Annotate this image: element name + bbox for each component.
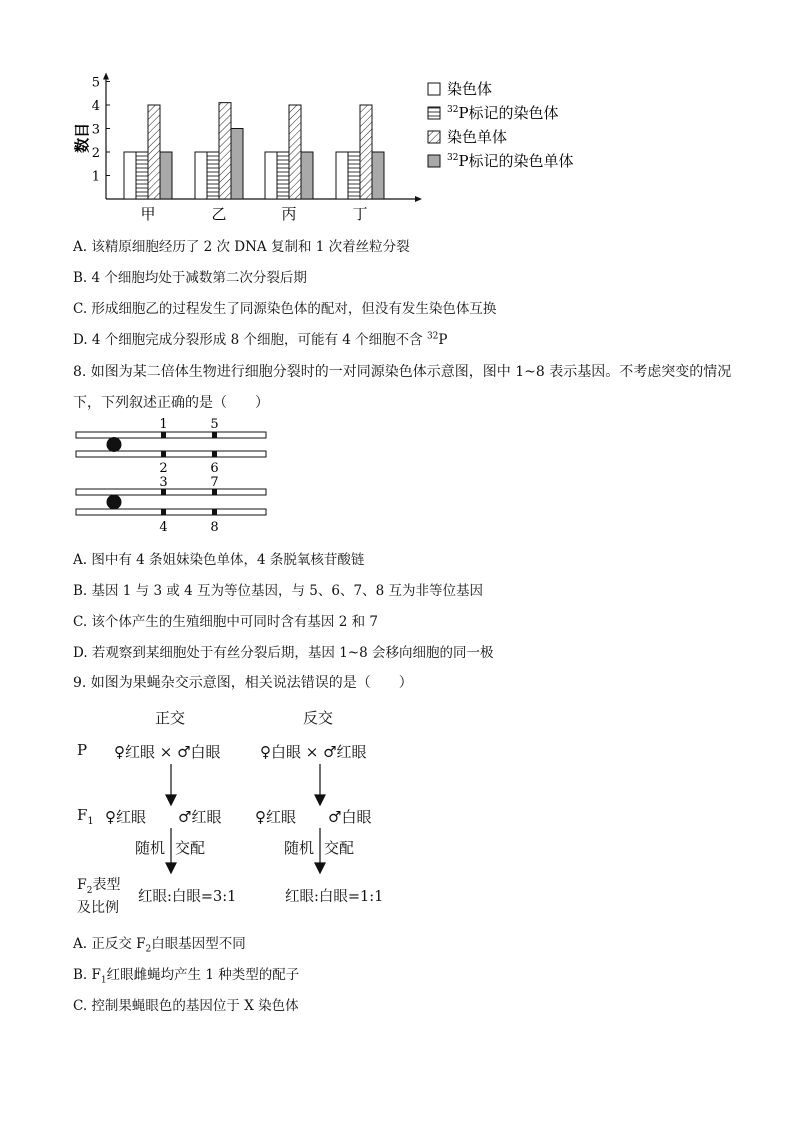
q9-option-a-post: 白眼基因型不同 bbox=[151, 936, 246, 952]
q9-option-b-post: 红眼雌蝇均产生 1 种类型的配子 bbox=[106, 967, 300, 983]
gene-label-4: 4 bbox=[159, 520, 168, 535]
q8-option-c: C. 该个体产生的生殖细胞中可同时含有基因 2 和 7 bbox=[73, 614, 378, 630]
random-mating-b-right: 交配 bbox=[324, 839, 355, 857]
x-tick-label: 丁 bbox=[352, 205, 368, 223]
q9-option-a-pre: A. 正反交 F bbox=[73, 936, 146, 952]
q7-option-d-tail: P bbox=[438, 332, 448, 348]
gene-label-2: 2 bbox=[159, 461, 168, 476]
y-tick-label: 4 bbox=[91, 99, 100, 114]
q9-stem: 9. 如图为果蝇杂交示意图，相关说法错误的是（ ） bbox=[73, 675, 413, 691]
y-axis-label: 数目 bbox=[73, 122, 91, 153]
q9-option-a bbox=[73, 932, 246, 955]
legend-label: 染色体 bbox=[447, 80, 493, 98]
q7-option-b: B. 4 个细胞均处于减数第二次分裂后期 bbox=[73, 270, 307, 286]
y-tick-label: 1 bbox=[91, 169, 100, 185]
gene-label-1: 1 bbox=[159, 417, 168, 432]
f2-label-phenotype: 表型 bbox=[92, 877, 121, 893]
x-tick-label: 乙 bbox=[211, 205, 227, 223]
gene-label-3: 3 bbox=[159, 475, 168, 490]
generation-f1-label bbox=[77, 806, 94, 827]
gene-label-6: 6 bbox=[210, 461, 219, 476]
random-mating-a-right: 随机 bbox=[284, 839, 315, 857]
q9-option-b-sub: 1 bbox=[100, 975, 107, 986]
y-tick-label: 3 bbox=[91, 122, 100, 138]
cross-reciprocal-title: 反交 bbox=[303, 709, 334, 727]
gene-label-8: 8 bbox=[210, 520, 219, 535]
gene-label-5: 5 bbox=[210, 417, 219, 432]
f2-label-sub: 2 bbox=[86, 885, 93, 896]
q9-option-b bbox=[73, 963, 299, 986]
q8-option-a: A. 图中有 4 条姐妹染色单体，4 条脱氧核苷酸链 bbox=[73, 552, 365, 568]
q8-option-b: B. 基因 1 与 3 或 4 互为等位基因，与 5、6、7、8 互为非等位基因 bbox=[73, 583, 483, 599]
q9-option-b-pre: B. F bbox=[73, 967, 101, 983]
f1-forward-female: ♀红眼 bbox=[105, 808, 146, 826]
legend-label: $^{32}$P标记的染色体 bbox=[447, 104, 559, 122]
f2-forward-ratio: 红眼:白眼=3:1 bbox=[138, 889, 237, 905]
q8-stem-line2: 下，下列叙述正确的是（ ） bbox=[73, 395, 269, 411]
q8-stem-line1: 8. 如图为某二倍体生物进行细胞分裂时的一对同源染色体示意图，图中 1~8 表示基因。不考虑突变的情况 bbox=[73, 364, 732, 380]
p-forward-cross: ♀红眼 × ♂白眼 bbox=[114, 743, 221, 761]
random-mating-a-left: 随机 bbox=[135, 839, 166, 857]
f2-reciprocal-ratio: 红眼:白眼=1:1 bbox=[285, 889, 384, 905]
f1-forward-male: ♂红眼 bbox=[178, 808, 222, 826]
legend-label: 染色单体 bbox=[447, 128, 508, 146]
random-mating-b-left: 交配 bbox=[175, 839, 206, 857]
p-reciprocal-cross: ♀白眼 × ♂红眼 bbox=[260, 743, 367, 761]
q7-option-c: C. 形成细胞乙的过程发生了同源染色体的配对，但没有发生染色体互换 bbox=[73, 301, 497, 317]
f2-label-main: F bbox=[77, 877, 87, 893]
f1-label-main: F bbox=[77, 806, 88, 824]
cross-forward-title: 正交 bbox=[155, 709, 186, 727]
q7-option-a: A. 该精原细胞经历了 2 次 DNA 复制和 1 次着丝粒分裂 bbox=[73, 239, 410, 255]
f1-reciprocal-male: ♂白眼 bbox=[328, 808, 372, 826]
f2-label-ratio: 及比例 bbox=[77, 899, 119, 916]
f1-label-sub: 1 bbox=[87, 816, 94, 827]
y-tick-label: 5 bbox=[91, 75, 100, 91]
generation-f2-label bbox=[77, 877, 120, 917]
q8-option-d: D. 若观察到某细胞处于有丝分裂后期，基因 1~8 会移向细胞的同一极 bbox=[73, 645, 494, 661]
q9-option-c: C. 控制果蝇眼色的基因位于 X 染色体 bbox=[73, 998, 299, 1014]
legend-label: $^{32}$P标记的染色单体 bbox=[447, 152, 574, 170]
generation-p-label: P bbox=[77, 741, 88, 759]
gene-label-7: 7 bbox=[210, 475, 219, 490]
y-tick-label: 2 bbox=[91, 146, 100, 161]
f1-reciprocal-female: ♀红眼 bbox=[255, 808, 296, 826]
x-tick-label: 甲 bbox=[140, 205, 156, 223]
x-tick-label: 丙 bbox=[281, 205, 297, 223]
q7-option-d-text: D. 4 个细胞完成分裂形成 8 个细胞，可能有 4 个细胞不含 bbox=[73, 332, 427, 348]
q9-option-a-sub: 2 bbox=[145, 944, 152, 955]
q7-option-d-sup: 32 bbox=[426, 331, 439, 342]
